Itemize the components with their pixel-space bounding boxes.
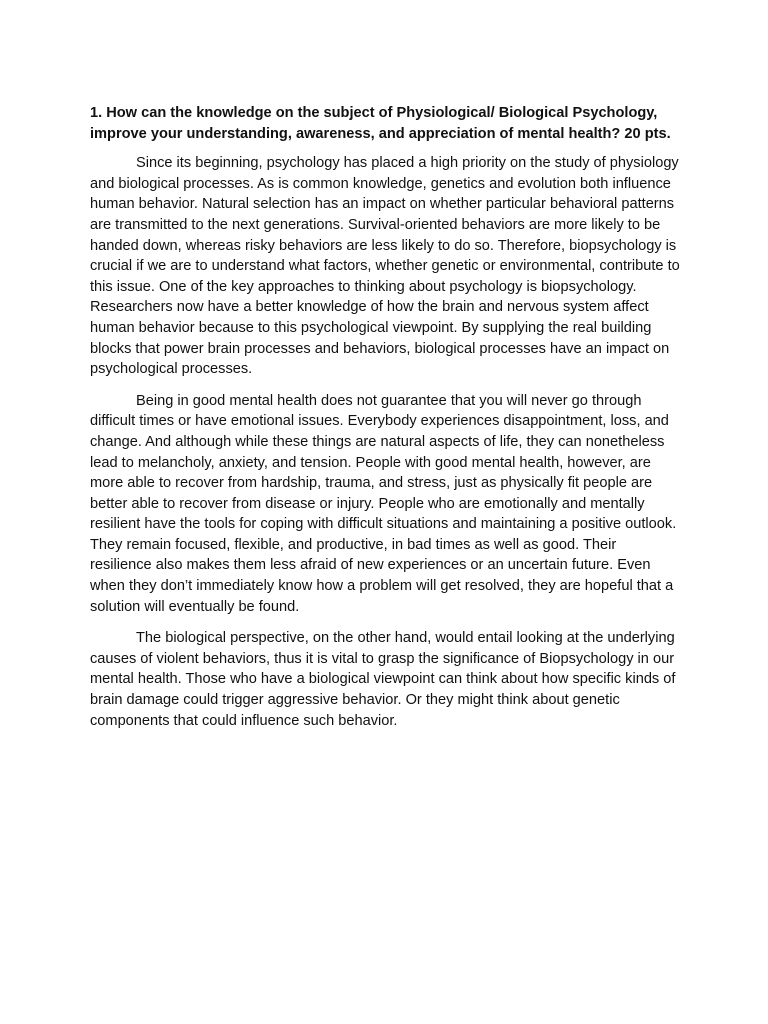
- question-heading: 1. How can the knowledge on the subject of Physiological/ Biological Psychology, improve your understanding, awareness, and appreciation of mental health? 20 pts.: [90, 105, 671, 142]
- paragraph-biological-perspective: The biological perspective, on the other hand, would entail looking at the underlying causes of violent behaviors, thus it is vital to grasp the significance of Biopsychology in our mental health. Those who have a biological viewpoint can think about how specific kinds of brain damage could trigger aggressive behavior. Or they might think about genetic components that could influence such behavior.: [90, 630, 676, 729]
- document-body: [90, 103, 680, 742]
- paragraph-biopsychology-intro: Since its beginning, psychology has placed a high priority on the study of physiology and biological processes. As is common knowledge, genetics and evolution both influence human behavior. Natural selection has an impact on whether particular behavioral patterns are transmitted to the next generations. Survival-oriented behaviors are more likely to be handed down, whereas risky behaviors are less likely to do so. Therefore, biopsychology is crucial if we are to understand what factors, whether genetic or environmental, contribute to this issue. One of the key approaches to thinking about psychology is biopsychology. Researchers now have a better knowledge of how the brain and nervous system affect human behavior because to this psychological viewpoint. By supplying the real building blocks that power brain processes and behaviors, biological processes have an impact on psychological processes.: [90, 155, 680, 378]
- paragraph-mental-health: Being in good mental health does not guarantee that you will never go through difficult times or have emotional issues. Everybody experiences disappointment, loss, and change. And although while these things are natural aspects of life, they can nonetheless lead to melancholy, anxiety, and tension. People with good mental health, however, are more able to recover from hardship, trauma, and stress, just as physically fit people are better able to recover from disease or injury. People who are emotionally and mentally resilient have the tools for coping with difficult situations and maintaining a positive outlook. They remain focused, flexible, and productive, in bad times as well as good. Their resilience also makes them less afraid of new experiences or an uncertain future. Even when they don’t immediately know how a problem will get resolved, they are hopeful that a solution will eventually be found.: [90, 392, 677, 615]
